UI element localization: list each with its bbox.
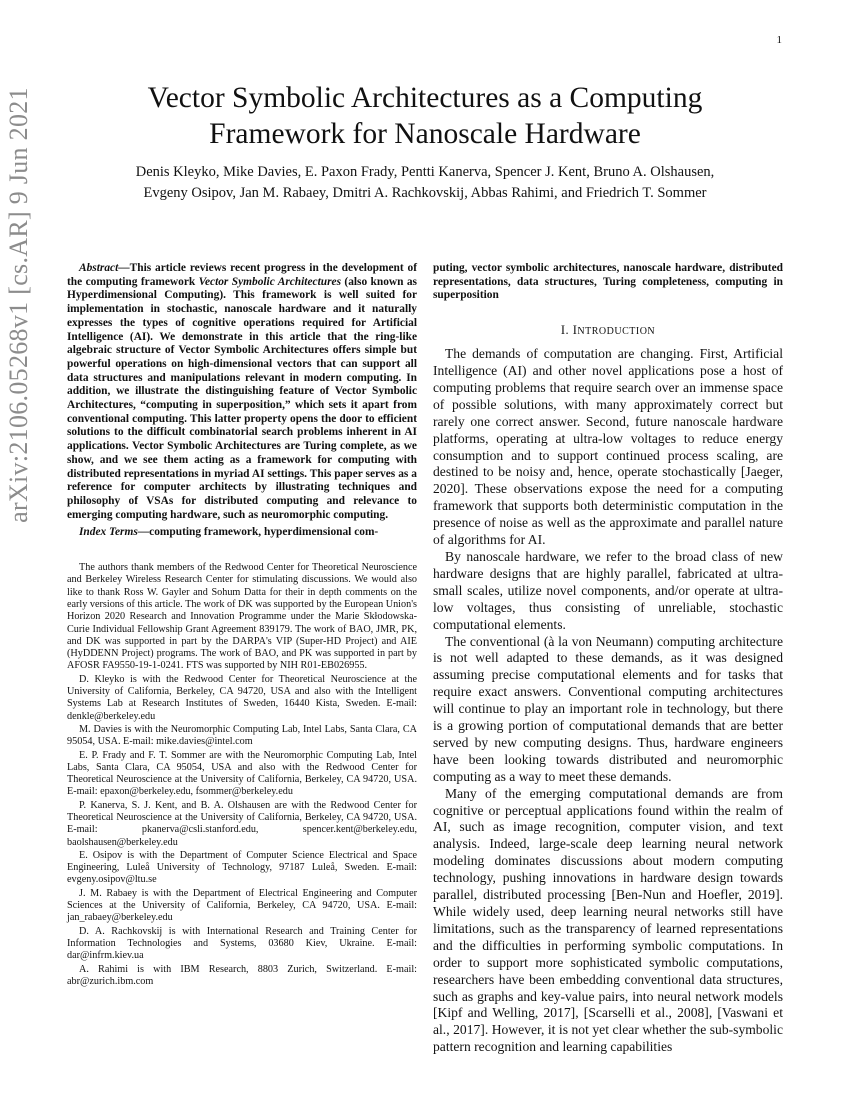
footnote-affiliation: A. Rahimi is with IBM Research, 8803 Zurich, Switzerland. E-mail: abr@zurich.ibm.com	[67, 963, 417, 987]
abstract-label: Abstract—	[79, 262, 130, 274]
section-name: NTRODUCTION	[577, 326, 656, 338]
footnote-affiliation: E. P. Frady and F. T. Sommer are with the Neuromorphic Computing Lab, Intel Labs, Santa Clara, CA 95054, USA and also with the Redwood Center for Theoretical Neuroscience at the University of California, Berkeley, CA 94720, USA. E-mail: epaxon@berkeley.edu, fsommer@berkeley.edu	[67, 749, 417, 798]
introduction-body	[433, 346, 783, 1056]
footnote-affiliation: P. Kanerva, S. J. Kent, and B. A. Olshausen are with the Redwood Center for Theoretical Neuroscience at the University of California, Berkeley, CA 94720, USA. E-mail: pkanerva@csli.stanford.edu, spencer.kent@berkeley.edu, baolshausen@berkeley.edu	[67, 799, 417, 848]
section-heading-introduction	[433, 323, 783, 338]
footnote-affiliation: M. Davies is with the Neuromorphic Computing Lab, Intel Labs, Santa Clara, CA 95054, USA. E-mail: mike.davies@intel.com	[67, 723, 417, 748]
section-numeral: I. I	[560, 323, 578, 338]
index-terms-text-left: computing framework, hyperdimensional com-	[149, 526, 379, 539]
index-terms-continued: puting, vector symbolic architectures, nanoscale hardware, distributed representations, data structures, Turing completeness, computing in superposition	[433, 262, 783, 302]
body-paragraph: The conventional (à la von Neumann) computing architecture is not well adapted to these demands, as it was designed assuming precise computational elements and for tasks that require exact answers. Conventional computing architectures will continue to play an important role in technology, but there is a growing portion of computational demands that are better served by new computing designs. Thus, hardware engineers have been looking towards distributed and neuromorphic computing as a way to meet these demands.	[433, 633, 783, 784]
left-column	[67, 262, 417, 989]
footnotes	[67, 562, 417, 988]
title-line-1: Vector Symbolic Architectures as a Computing	[147, 82, 703, 114]
body-paragraph: Many of the emerging computational demands are from cognitive or perceptual applications found within the realm of AI, such as image recognition, computer vision, and text analysis. Indeed, large-scale deep learning neural network modeling dominates discussions about modern computing technology, pushing innovations in hardware design towards parallel, distributed processing [Ben-Nun and Hoefler, 2019]. While widely used, deep learning neural networks still have limitations, such as the transparency of learned representations and the difficulties in performing symbolic computations. In order to support more sophisticated symbolic computations, researchers have been embedding conventional data structures, such as graphs and key-value pairs, into neural network models [Kipf and Welling, 2017], [Scarselli et al., 2008], [Vaswani et al., 2017]. However, it is not yet clear whether the sub-symbolic pattern recognition and learning capabilities	[433, 785, 783, 1055]
footnote-affiliation: D. A. Rachkovskij is with International Research and Training Center for Information Technologies and Systems, 03680 Kiev, Ukraine. E-mail: dar@infrm.kiev.ua	[67, 925, 417, 962]
footnote-affiliation: D. Kleyko is with the Redwood Center for Theoretical Neuroscience at the University of California, Berkeley, CA 94720, USA and also with the Intelligent Systems Lab at Research Institutes of Sweden, 16440 Kista, Sweden. E-mail: denkle@berkeley.edu	[67, 673, 417, 722]
abstract-emphasis: Vector Symbolic Architectures	[198, 275, 342, 288]
arxiv-identifier-stamp: arXiv:2106.05268v1 [cs.AR] 9 Jun 2021	[4, 87, 33, 523]
page-number: 1	[776, 34, 782, 46]
footnote-acknowledgments: The authors thank members of the Redwood Center for Theoretical Neuroscience and Berkeley Wireless Research Center for stimulating discussions. We would also like to thank Ross W. Gayler and Sohum Datta for their in depth comments on the early versions of this article. The work of DK was supported by the European Union's Horizon 2020 Research and Innovation Programme under the Marie Skłodowska-Curie Individual Fellowship Grant Agreement 839179. The work of BAO, JMR, PK, and DK was supported in part by the DARPA's VIP (Super-HD Project) and AIE (HyDDENN Project) programs. The work of BAO, and PK was supported in part by AFOSR FA9550-19-1-0241. FTS was supported by NIH R01-EB026955.	[67, 562, 417, 672]
right-column	[433, 262, 783, 1056]
footnote-affiliation: J. M. Rabaey is with the Department of Electrical Engineering and Computer Sciences at the University of California, Berkeley, CA 94720, USA. E-mail: jan_rabaey@berkeley.edu	[67, 887, 417, 924]
title-line-2: Framework for Nanoscale Hardware	[209, 118, 641, 150]
authors-line-1: Denis Kleyko, Mike Davies, E. Paxon Frady, Pentti Kanerva, Spencer J. Kent, Bruno A. Olshausen,	[135, 164, 715, 180]
footnote-affiliation: E. Osipov is with the Department of Computer Science Electrical and Space Engineering, Luleå University of Technology, 97187 Luleå, Sweden. E-mail: evgeny.osipov@ltu.se	[67, 849, 417, 886]
index-terms	[67, 526, 417, 540]
body-paragraph: By nanoscale hardware, we refer to the broad class of new hardware designs that are highly parallel, fabricated at ultra-small scales, utilize novel components, and/or operate at ultra-low voltages, thus consisting of unreliable, stochastic computational elements.	[433, 548, 783, 632]
abstract-text-b: (also known as Hyperdimensional Computing). This framework is well suited for implementation in stochastic, nanoscale hardware and it naturally expresses the types of cognitive operations required for Artificial Intelligence (AI). We demonstrate in this article that the ring-like algebraic structure of Vector Symbolic Architectures offers simple but powerful operations on high-dimensional vectors that can support all data structures and manipulations relevant in modern computing. In addition, we illustrate the distinguishing feature of Vector Symbolic Architectures, “computing in superposition,” which sets it apart from conventional computing. This latter property opens the door to efficient solutions to the difficult combinatorial search problems inherent in AI applications. Vector Symbolic Architectures are Turing complete, as we show, and we see them acting as a framework for computing with distributed representations in myriad AI settings. This paper serves as a reference for computer architects by illustrating techniques and philosophy of VSAs for distributed computing and relevance to emerging computing hardware, such as neuromorphic computing.	[67, 275, 417, 521]
paper-title	[60, 80, 790, 152]
body-paragraph: The demands of computation are changing. First, Artificial Intelligence (AI) and other novel applications pose a host of computing problems that require search over an immense space of possible solutions, with many approximately correct but rarely one correct answer. Second, future nanoscale hardware platforms, operating at ultra-low voltages to reduce energy consumption and to support continued process scaling, are destined to be noisy and, hence, operate stochastically [Jaeger, 2020]. These observations expose the need for a computing framework that supports both deterministic computation in the presence of noise as well as the approximate and parallel nature of algorithms for AI.	[433, 346, 783, 548]
index-terms-label: Index Terms—	[79, 526, 150, 539]
abstract-text-a: This article reviews recent progress in the development of the computing framework	[67, 262, 417, 288]
author-list	[70, 162, 780, 204]
abstract	[67, 262, 417, 522]
authors-line-2: Evgeny Osipov, Jan M. Rabaey, Dmitri A. Rachkovskij, Abbas Rahimi, and Friedrich T. Sommer	[143, 185, 707, 201]
